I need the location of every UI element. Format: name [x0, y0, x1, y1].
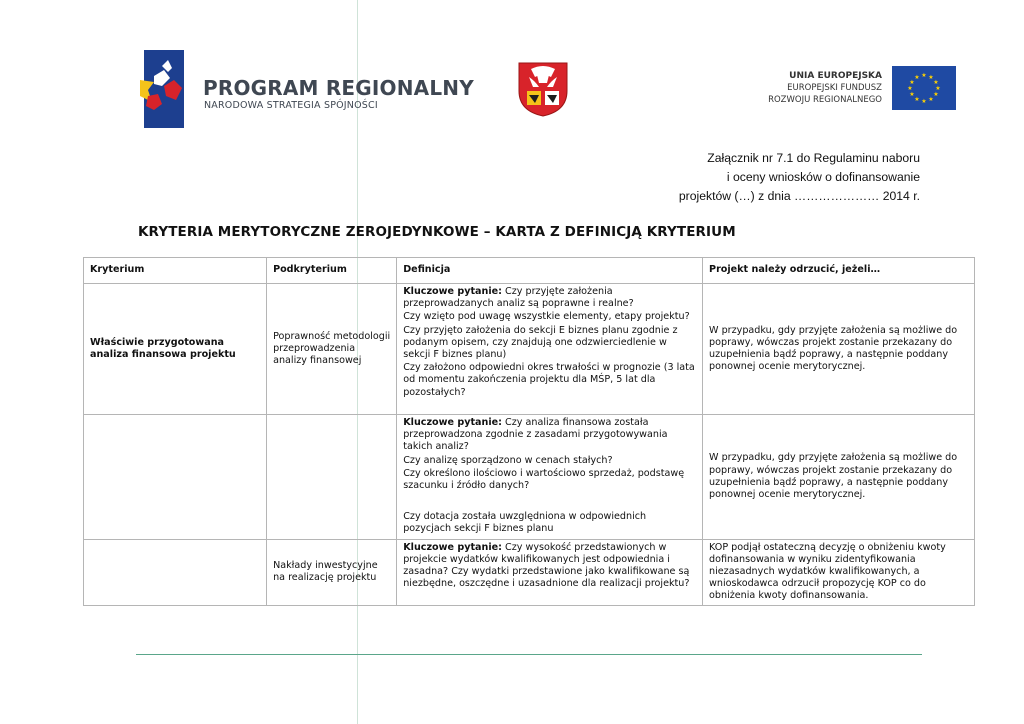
svg-text:★: ★ [933, 91, 939, 98]
svg-text:★: ★ [928, 96, 934, 103]
header-definition: Definicja [397, 258, 703, 284]
question: Czy wzięto pod uwagę wszystkie elementy, etapy projektu? [403, 311, 690, 323]
key-question-label: Kluczowe pytanie: [403, 541, 502, 553]
definition-cell [397, 539, 703, 605]
header-subcriterion: Podkryterium [267, 258, 397, 284]
table-row [84, 415, 975, 540]
definition-cell [397, 284, 703, 415]
question: Czy przyjęto założenia do sekcji E biznes planu zgodnie z podanym opisem, czy znajdują one odzwierciedlenie w sekcji F biznes planu) [403, 324, 678, 361]
question: Czy założono odpowiedni okres trwałości w prognozie (3 lata od momentu zakończenia projektu dla MŚP, 5 lat dla pozostałych? [403, 362, 695, 398]
spacer [403, 493, 696, 511]
svg-text:★: ★ [907, 85, 913, 92]
program-flag-icon [140, 50, 186, 128]
annex-line-3: projektów (…) z dnia ………………… 2014 r. [678, 189, 920, 203]
eu-flag-icon [892, 66, 956, 110]
program-subtitle: NARODOWA STRATEGIA SPÓJNOŚCI [204, 100, 378, 111]
header-criterion: Kryterium [84, 258, 267, 284]
eu-line-1: UNIA EUROPEJSKA [789, 71, 882, 81]
svg-text:★: ★ [921, 98, 927, 105]
criterion-cell: Właściwie przygotowana analiza finansowa projektu [84, 284, 267, 415]
svg-text:★: ★ [928, 74, 934, 81]
annex-line-1: Załącznik nr 7.1 do Regulaminu naboru [707, 151, 920, 165]
eu-text [768, 70, 882, 106]
header-reject-condition: Projekt należy odrzucić, jeżeli… [703, 258, 975, 284]
page-title: KRYTERIA MERYTORYCZNE ZEROJEDYNKOWE – KARTA Z DEFINICJĄ KRYTERIUM [138, 224, 736, 240]
key-question-text: Czy przyjęte założenia przeprowadzanych analiz są poprawne i realne? [403, 286, 634, 310]
svg-text:★: ★ [935, 85, 941, 92]
key-question-label: Kluczowe pytanie: [403, 417, 502, 428]
key-question-text: Czy analiza finansowa została przeprowadzona zgodnie z zasadami przygotowywania takich analiz? [403, 417, 668, 453]
key-question-label: Kluczowe pytanie: [403, 286, 502, 297]
reject-condition-cell: W przypadku, gdy przyjęte założenia są możliwe do poprawy, wówczas projekt zostanie przekazany do uzupełnienia bądź poprawy, a następnie poddany ponownej ocenie merytorycznej. [703, 415, 975, 540]
annex-note [679, 149, 920, 206]
svg-text:★: ★ [909, 91, 915, 98]
criteria-table [83, 257, 975, 606]
svg-text:★: ★ [933, 79, 939, 86]
footer-rule [136, 654, 922, 655]
eu-line-2: EUROPEJSKI FUNDUSZ [787, 83, 882, 93]
annex-line-2: i oceny wniosków o dofinansowanie [726, 170, 920, 184]
subcriterion-cell: Nakłady inwestycyjne na realizację projektu [267, 539, 397, 605]
svg-text:★: ★ [914, 74, 920, 81]
subcriterion-cell-empty [267, 415, 397, 540]
table-header-row [84, 258, 975, 284]
key-question [403, 417, 696, 454]
svg-text:★: ★ [921, 72, 927, 79]
criterion-cell-empty [84, 539, 267, 605]
key-question [403, 542, 696, 591]
subcriterion-cell: Poprawność metodologii przeprowadzenia analizy finansowej [267, 284, 397, 415]
criterion-cell-empty [84, 415, 267, 540]
reject-condition-cell: KOP podjął ostateczną decyzję o obniżeniu kwoty dofinansowania w wyniku zidentyfikowania niezasadnych wydatków kwalifikowanych, a wnioskodawca odrzucił propozycję KOP co do obniżenia kwoty dofinansowania. [703, 539, 975, 605]
question: Czy określono ilościowo i wartościowo sprzedaż, podstawę szacunku i źródło danych? [403, 467, 685, 492]
eu-line-3: ROZWOJU REGIONALNEGO [768, 95, 882, 105]
regional-coat-of-arms-icon [517, 61, 569, 117]
table-row [84, 539, 975, 605]
eu-logo [760, 66, 956, 112]
svg-text:★: ★ [909, 79, 915, 86]
table-row [84, 284, 975, 415]
definition-cell [397, 415, 703, 540]
key-question [403, 286, 696, 310]
program-regionalny-logo [140, 50, 474, 130]
question: Czy dotacja została uwzględniona w odpowiednich pozycjach sekcji F biznes planu [403, 511, 647, 535]
key-question-text: Czy wysokość przedstawionych w projekcie wydatków kwalifikowanych jest odpowiednia i zasadna? Czy wydatki przedstawione jako kwalifikowane są niezbędne, oszczędne i uzasadnione dla realizacji projektu? [403, 541, 690, 590]
program-title: PROGRAM REGIONALNY [203, 76, 474, 100]
question: Czy analizę sporządzono w cenach stałych? [403, 454, 613, 466]
svg-text:★: ★ [914, 96, 920, 103]
reject-condition-cell: W przypadku, gdy przyjęte założenia są możliwe do poprawy, wówczas projekt zostanie przekazany do uzupełnienia bądź poprawy, a następnie poddany ponownej ocenie merytorycznej. [703, 284, 975, 415]
